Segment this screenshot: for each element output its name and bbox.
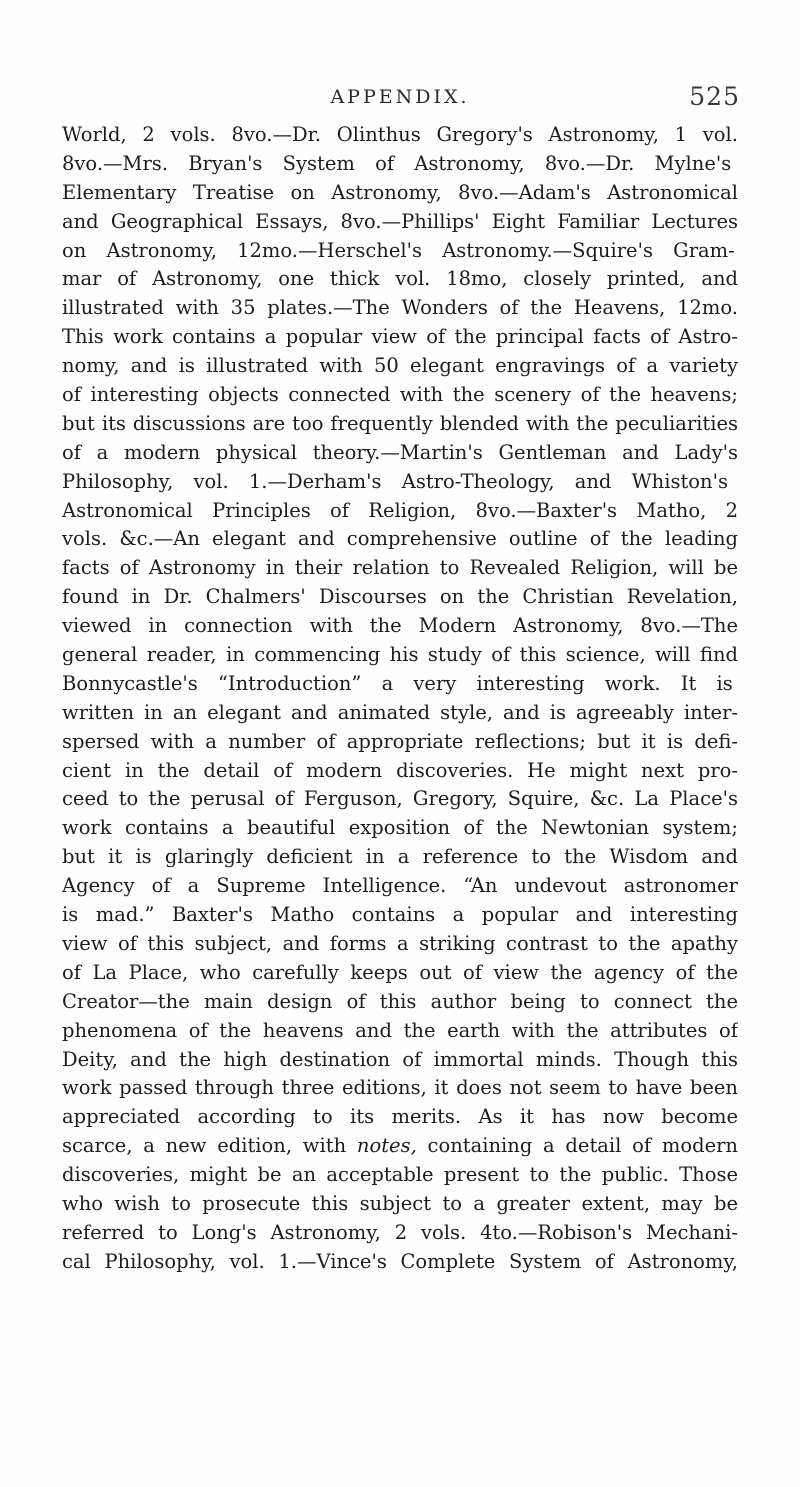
text-line: ceed to the perusal of Ferguson, Gregory, Squire, &c. La Place's <box>62 787 738 811</box>
text-line: spersed with a number of appropriate reflections; but it is defi- <box>62 729 738 753</box>
text-line: cient in the detail of modern discoveries. He might next pro- <box>62 758 738 782</box>
text-line: vols. &c.—An elegant and comprehensive outline of the leading <box>62 527 738 551</box>
text-line: but its discussions are too frequently blended with the peculiarities <box>62 411 738 435</box>
text-line: Bonnycastle's “Introduction” a very interesting work. It is <box>62 671 733 695</box>
text-line: cal Philosophy, vol. 1.—Vince's Complete System of Astronomy, <box>62 1249 738 1273</box>
running-title: APPENDIX. <box>330 86 470 108</box>
text-line: who wish to prosecute this subject to a greater extent, may be <box>62 1191 738 1215</box>
page-number: 525 <box>689 82 740 111</box>
text-line: view of this subject, and forms a striking contrast to the apathy <box>62 931 738 955</box>
text-line: facts of Astronomy in their relation to Revealed Religion, will be <box>62 556 738 580</box>
line-text-after: containing a detail of modern <box>427 1134 738 1158</box>
line-text-before: scarce, a new edition, with <box>62 1134 347 1158</box>
text-line: appreciated according to its merits. As it has now become <box>62 1105 738 1129</box>
body-text <box>62 121 738 1277</box>
text-line: Agency of a Supreme Intelligence. “An undevout astronomer <box>62 874 738 898</box>
text-line: 8vo.—Mrs. Bryan's System of Astronomy, 8vo.—Dr. Mylne's <box>62 151 732 175</box>
text-line: of interesting objects connected with the scenery of the heavens; <box>62 383 738 407</box>
text-line: World, 2 vols. 8vo.—Dr. Olinthus Gregory's Astronomy, 1 vol. <box>62 123 738 146</box>
text-line: work passed through three editions, it does not seem to have been <box>62 1076 738 1100</box>
text-line: and Geographical Essays, 8vo.—Phillips' Eight Familiar Lectures <box>62 209 738 233</box>
text-line: referred to Long's Astronomy, 2 vols. 4to.—Robison's Mechani- <box>62 1220 738 1244</box>
text-line: found in Dr. Chalmers' Discourses on the Christian Revelation, <box>62 585 738 609</box>
text-line: but it is glaringly deficient in a reference to the Wisdom and <box>62 845 738 869</box>
text-line: written in an elegant and animated style, and is agreeably inter- <box>62 700 738 724</box>
text-line: Creator—the main design of this author being to connect the <box>62 989 738 1013</box>
text-line <box>62 1132 738 1161</box>
text-line: on Astronomy, 12mo.—Herschel's Astronomy.—Squire's Gram- <box>62 238 735 262</box>
text-line: phenomena of the heavens and the earth with the attributes of <box>62 1018 738 1042</box>
text-line: Deity, and the high destination of immortal minds. Though this <box>62 1047 738 1071</box>
text-line: work contains a beautiful exposition of the Newtonian system; <box>62 816 738 840</box>
text-line: Philosophy, vol. 1.—Derham's Astro-Theology, and Whiston's <box>62 469 728 493</box>
text-line: of a modern physical theory.—Martin's Gentleman and Lady's <box>62 440 738 464</box>
text-line: This work contains a popular view of the principal facts of Astro- <box>62 325 738 349</box>
text-line: general reader, in commencing his study of this science, will find <box>62 643 738 667</box>
text-line: viewed in connection with the Modern Astronomy, 8vo.—The <box>62 614 738 638</box>
text-line: discoveries, might be an acceptable present to the public. Those <box>62 1163 738 1187</box>
text-line: nomy, and is illustrated with 50 elegant engravings of a variety <box>62 354 738 378</box>
text-line: is mad.” Baxter's Matho contains a popular and interesting <box>62 903 738 927</box>
text-line: of La Place, who carefully keeps out of view the agency of the <box>62 960 738 984</box>
text-line: Astronomical Principles of Religion, 8vo.—Baxter's Matho, 2 <box>62 498 738 522</box>
text-line: mar of Astronomy, one thick vol. 18mo, closely printed, and <box>62 267 738 291</box>
italic-notes: notes, <box>356 1134 417 1158</box>
running-head <box>0 82 800 112</box>
text-line: illustrated with 35 plates.—The Wonders of the Heavens, 12mo. <box>62 296 738 320</box>
text-line: Elementary Treatise on Astronomy, 8vo.—Adam's Astronomical <box>62 180 738 204</box>
